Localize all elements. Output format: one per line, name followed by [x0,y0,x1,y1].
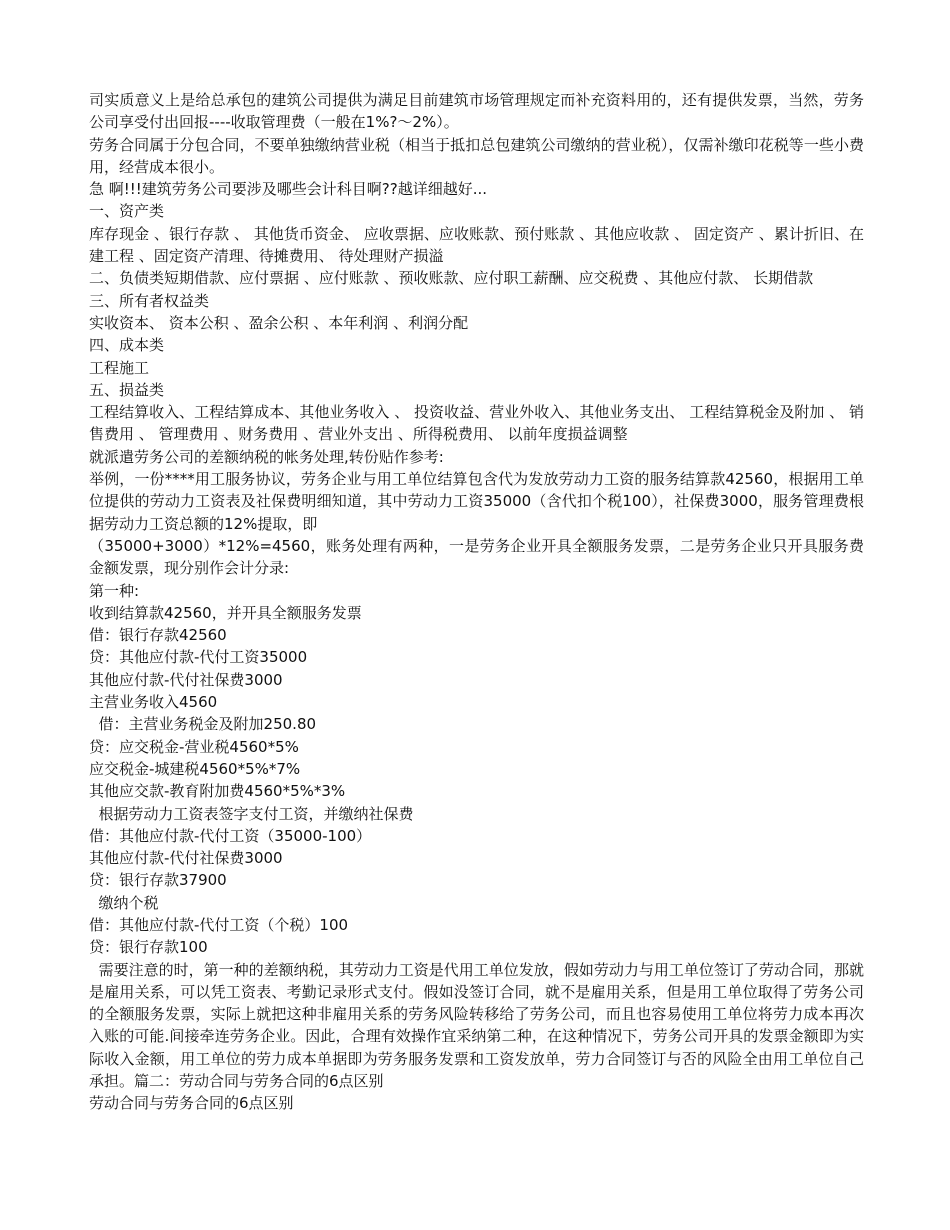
journal-line: 借：其他应付款-代付工资（个税）100 [89,915,349,934]
journal-line: 其他应付款-代付社保费3000 [89,670,283,689]
heading-method-one: 第一种: [89,581,140,600]
paragraph-liabilities: 二、负债类短期借款、应付票据 、应付账款 、预收账款、应付职工薪酬、应交税费 、其他应付款、 长期借款 [89,269,814,288]
document-body [89,89,864,1115]
paragraph-example: 举例，一份****用工服务协议，劳务企业与用工单位结算包含代为发放劳动力工资的服务结算款42560，根据用工单位提供的劳动力工资表及社保费明细知道，其中劳动力工资35000（含代扣个税100），社保费3000，服务管理费根据劳动力工资总额的12%提取，即 [89,470,864,533]
journal-line: 贷：应交税金-营业税4560*5% [89,737,299,756]
journal-line: 贷：银行存款100 [89,938,208,957]
journal-line: 借：银行存款42560 [89,626,227,645]
heading-profit-loss: 五、损益类 [89,380,165,399]
journal-line: 缴纳个税 [89,893,159,912]
paragraph-intro-continuation: 司实质意义上是给总承包的建筑公司提供为满足目前建筑市场管理规定而补充资料用的，还有提供发票，当然，劳务公司享受付出回报----收取管理费（一般在1%?～2%）。 [89,91,864,132]
heading-equity: 三、所有者权益类 [89,291,210,310]
paragraph-cost-list: 工程施工 [89,358,150,377]
journal-line: 贷：银行存款37900 [89,871,227,890]
paragraph-question: 急 啊!!!建筑劳务公司要涉及哪些会计科目啊??越详细越好... [89,180,488,199]
journal-line: 收到结算款42560，并开具全额服务发票 [89,603,362,622]
journal-line: 借：主营业务税金及附加250.80 [89,715,317,734]
journal-line: 其他应交款-教育附加费4560*5%*3% [89,782,346,801]
journal-line: 根据劳动力工资表签字支付工资，并缴纳社保费 [89,804,414,823]
heading-assets: 一、资产类 [89,202,165,221]
journal-line: 贷：其他应付款-代付工资35000 [89,648,308,667]
paragraph-assets-list: 库存现金 、银行存款 、 其他货币资金、 应收票据、应收账款、预付账款 、其他应收款 、 固定资产 、累计折旧、在建工程 、固定资产清理、待摊费用、 待处理财产损溢 [89,224,864,266]
journal-line: 主营业务收入4560 [89,693,218,712]
journal-line: 应交税金-城建税4560*5%*7% [89,759,301,778]
paragraph-profit-loss-list: 工程结算收入、工程结算成本、其他业务收入 、 投资收益、营业外收入、其他业务支出、 工程结算税金及附加 、 销售费用 、 管理费用 、财务费用 、营业外支出 、所得税费用、 以前年度损益调整 [89,403,864,444]
journal-line: 借：其他应付款-代付工资（35000-100） [89,826,372,845]
section-title-contract-differences: 劳动合同与劳务合同的6点区别 [89,1094,294,1113]
paragraph-subcontract-tax: 劳务合同属于分包合同，不要单独缴纳营业税（相当于抵扣总包建筑公司缴纳的营业税），仅需补缴印花税等一些小费用，经营成本很小。 [89,135,864,176]
heading-cost: 四、成本类 [89,336,165,355]
paragraph-note: 需要注意的时，第一种的差额纳税，其劳动力工资是代用工单位发放，假如劳动力与用工单位签订了劳动合同，那就是雇用关系，可以凭工资表、考勤记录形式支付。假如没签订合同，就不是雇用关系，但是用工单位取得了劳务公司的全额服务发票，实际上就把这种非雇用关系的劳务风险转移给了劳务公司，而且也容易使用工单位将劳力成本再次入账的可能.间接牵连劳务企业。因此，合理有效操作宜采纳第二种，在这种情况下，劳务公司开具的发票金额即为实际收入金额，用工单位的劳力成本单据即为劳务服务发票和工资发放单，劳力合同签订与否的风险全由用工单位自己承担。篇二：劳动合同与劳务合同的6点区别 [89,960,864,1091]
paragraph-dispatch-intro: 就派遣劳务公司的差额纳税的帐务处理,转份贴作参考: [89,447,444,466]
paragraph-equity-list: 实收资本、 资本公积 、盈余公积 、本年利润 、利润分配 [89,313,469,332]
journal-line: 其他应付款-代付社保费3000 [89,849,283,868]
paragraph-example-calc: （35000+3000）*12%=4560，账务处理有两种，一是劳务企业开具全额服务发票，二是劳务企业只开具服务费金额发票，现分别作会计分录: [89,536,864,578]
